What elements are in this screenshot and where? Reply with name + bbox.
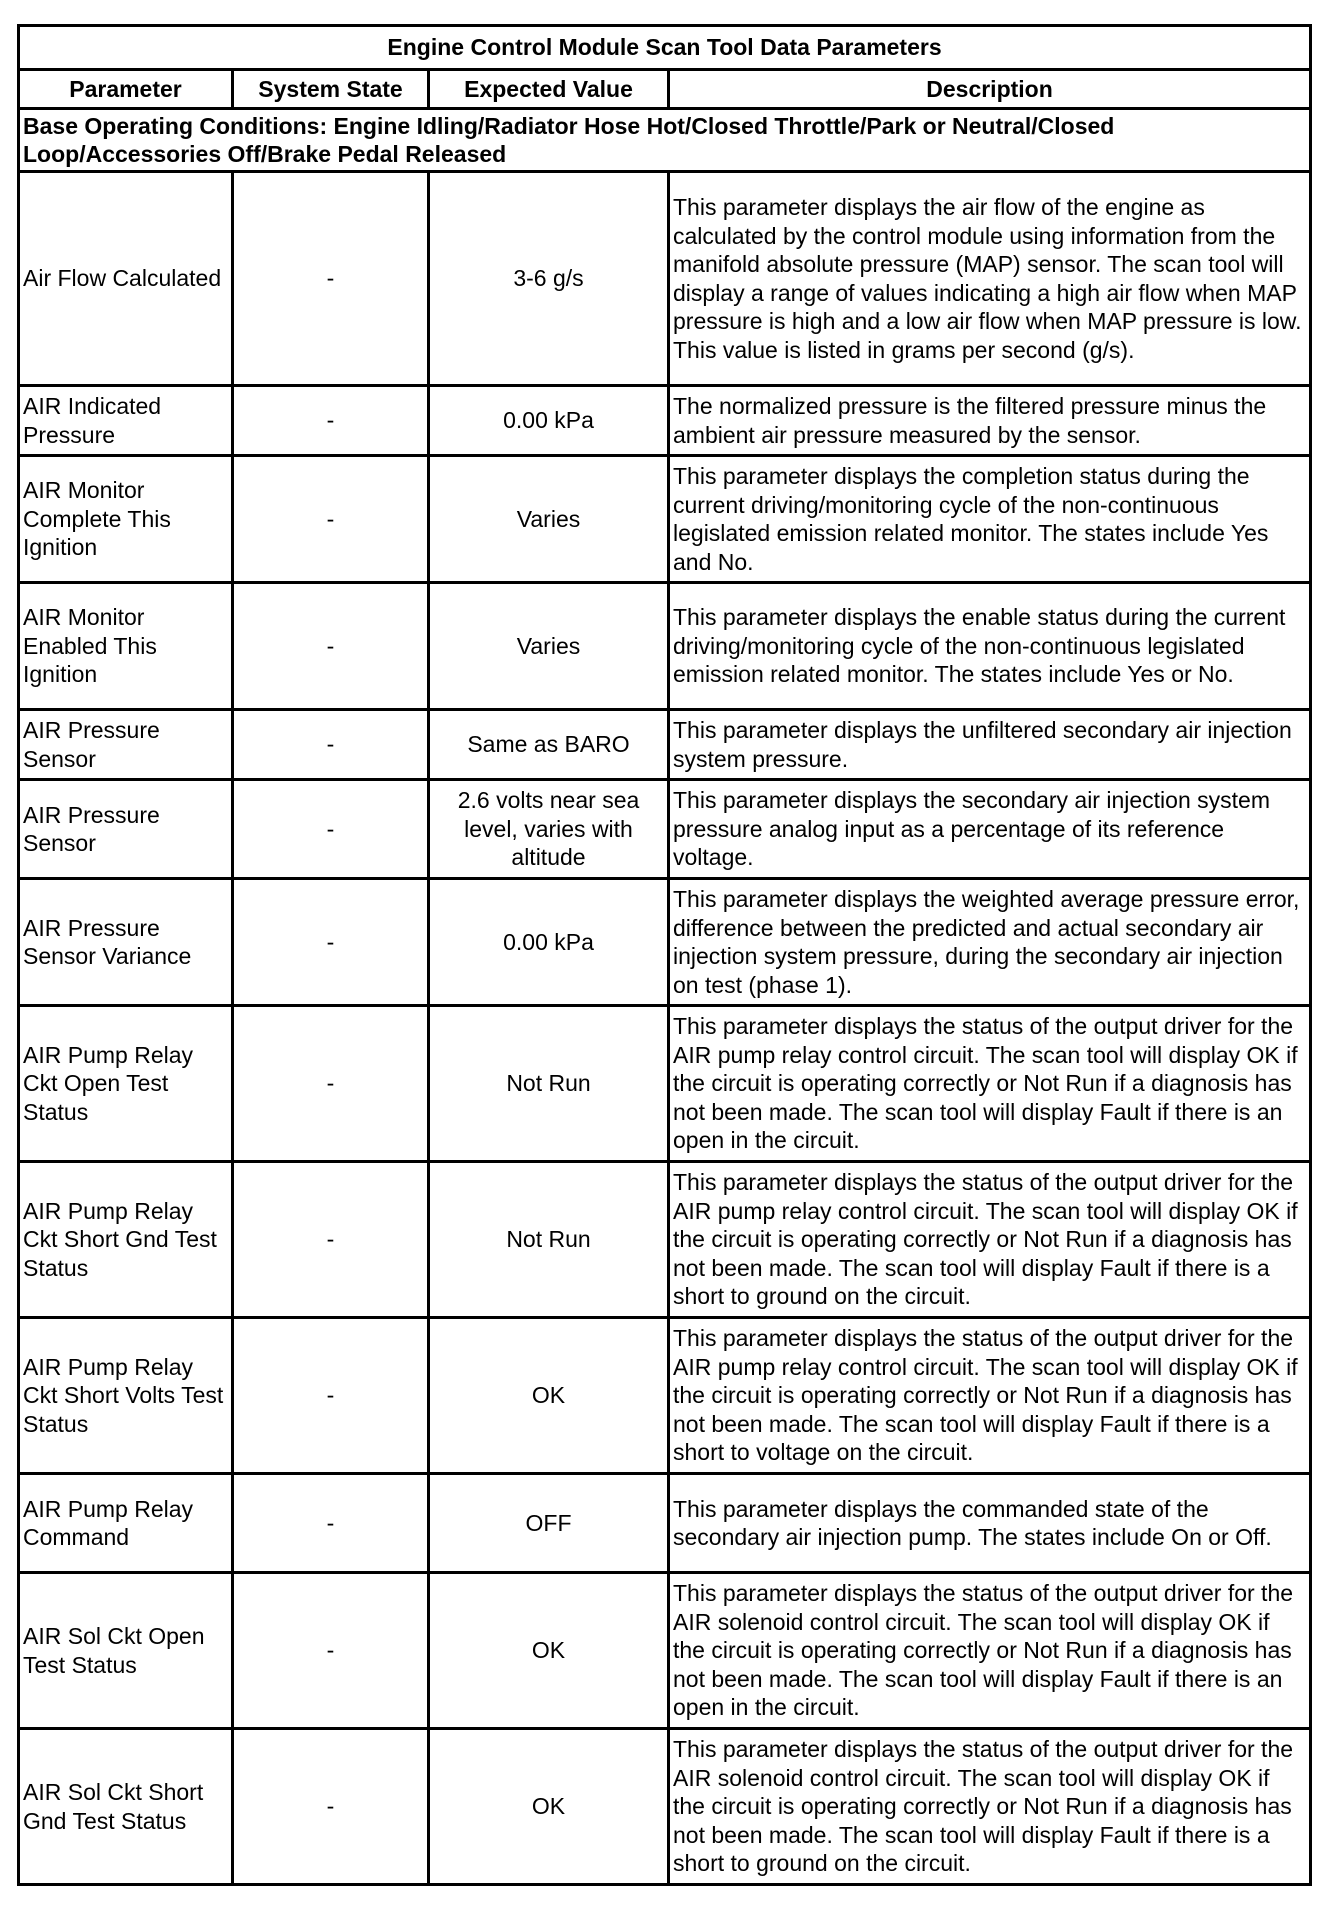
parameter-cell: AIR Pressure Sensor	[19, 710, 233, 780]
expected-value-cell: Not Run	[429, 1006, 669, 1162]
parameter-cell: AIR Pump Relay Ckt Short Volts Test Status	[19, 1318, 233, 1474]
table-row	[19, 1474, 1311, 1573]
expected-value-cell: Varies	[429, 456, 669, 583]
table-row	[19, 1573, 1311, 1729]
table-row	[19, 1006, 1311, 1162]
expected-value-cell: OK	[429, 1318, 669, 1474]
parameter-cell: Air Flow Calculated	[19, 172, 233, 386]
expected-value-cell: Varies	[429, 583, 669, 710]
expected-value-cell: 2.6 volts near sea level, varies with altitude	[429, 780, 669, 879]
system-state-cell: -	[233, 1318, 429, 1474]
system-state-cell: -	[233, 1162, 429, 1318]
description-cell: The normalized pressure is the filtered pressure minus the ambient air pressure measured by the sensor.	[669, 386, 1311, 456]
system-state-cell: -	[233, 710, 429, 780]
system-state-cell: -	[233, 386, 429, 456]
system-state-cell: -	[233, 583, 429, 710]
description-cell: This parameter displays the secondary air injection system pressure analog input as a percentage of its reference voltage.	[669, 780, 1311, 879]
table-row	[19, 172, 1311, 386]
parameter-cell: AIR Pump Relay Ckt Open Test Status	[19, 1006, 233, 1162]
system-state-cell: -	[233, 1573, 429, 1729]
parameter-cell: AIR Pump Relay Command	[19, 1474, 233, 1573]
description-cell: This parameter displays the air flow of the engine as calculated by the control module using information from the manifold absolute pressure (MAP) sensor. The scan tool will display a range of values indicating a high air flow when MAP pressure is high and a low air flow when MAP pressure is low. This value is listed in grams per second (g/s).	[669, 172, 1311, 386]
description-cell: This parameter displays the commanded state of the secondary air injection pump. The states include On or Off.	[669, 1474, 1311, 1573]
description-cell: This parameter displays the completion status during the current driving/monitoring cycle of the non-continuous legislated emission related monitor. The states include Yes and No.	[669, 456, 1311, 583]
parameter-cell: AIR Pump Relay Ckt Short Gnd Test Status	[19, 1162, 233, 1318]
system-state-cell: -	[233, 1729, 429, 1885]
description-cell: This parameter displays the status of the output driver for the AIR solenoid control circuit. The scan tool will display OK if the circuit is operating correctly or Not Run if a diagnosis has not been made. The scan tool will display Fault if there is a short to ground on the circuit.	[669, 1729, 1311, 1885]
description-cell: This parameter displays the weighted average pressure error, difference between the predicted and actual secondary air injection system pressure, during the secondary air injection on test (phase 1).	[669, 879, 1311, 1006]
description-cell: This parameter displays the status of the output driver for the AIR pump relay control circuit. The scan tool will display OK if the circuit is operating correctly or Not Run if a diagnosis has not been made. The scan tool will display Fault if there is a short to ground on the circuit.	[669, 1162, 1311, 1318]
parameter-cell: AIR Indicated Pressure	[19, 386, 233, 456]
table-row	[19, 456, 1311, 583]
description-cell: This parameter displays the status of the output driver for the AIR pump relay control circuit. The scan tool will display OK if the circuit is operating correctly or Not Run if a diagnosis has not been made. The scan tool will display Fault if there is an open in the circuit.	[669, 1006, 1311, 1162]
table-row	[19, 1729, 1311, 1885]
description-cell: This parameter displays the status of the output driver for the AIR solenoid control circuit. The scan tool will display OK if the circuit is operating correctly or Not Run if a diagnosis has not been made. The scan tool will display Fault if there is an open in the circuit.	[669, 1573, 1311, 1729]
system-state-cell: -	[233, 172, 429, 386]
system-state-cell: -	[233, 879, 429, 1006]
header-description: Description	[669, 70, 1311, 109]
expected-value-cell: 0.00 kPa	[429, 879, 669, 1006]
conditions-row	[19, 109, 1311, 172]
header-parameter: Parameter	[19, 70, 233, 109]
table-title: Engine Control Module Scan Tool Data Parameters	[19, 26, 1311, 70]
description-cell: This parameter displays the enable status during the current driving/monitoring cycle of the non-continuous legislated emission related monitor. The states include Yes or No.	[669, 583, 1311, 710]
header-expected-value: Expected Value	[429, 70, 669, 109]
description-cell: This parameter displays the unfiltered secondary air injection system pressure.	[669, 710, 1311, 780]
expected-value-cell: 3-6 g/s	[429, 172, 669, 386]
table-row	[19, 583, 1311, 710]
system-state-cell: -	[233, 1006, 429, 1162]
expected-value-cell: OK	[429, 1729, 669, 1885]
table-row	[19, 879, 1311, 1006]
expected-value-cell: OK	[429, 1573, 669, 1729]
header-row	[19, 70, 1311, 109]
table-row	[19, 710, 1311, 780]
parameter-cell: AIR Pressure Sensor Variance	[19, 879, 233, 1006]
parameter-cell: AIR Sol Ckt Open Test Status	[19, 1573, 233, 1729]
system-state-cell: -	[233, 456, 429, 583]
expected-value-cell: Not Run	[429, 1162, 669, 1318]
system-state-cell: -	[233, 1474, 429, 1573]
table-row	[19, 1162, 1311, 1318]
expected-value-cell: 0.00 kPa	[429, 386, 669, 456]
table-row	[19, 1318, 1311, 1474]
title-row	[19, 26, 1311, 70]
description-cell: This parameter displays the status of the output driver for the AIR pump relay control circuit. The scan tool will display OK if the circuit is operating correctly or Not Run if a diagnosis has not been made. The scan tool will display Fault if there is a short to voltage on the circuit.	[669, 1318, 1311, 1474]
scan-tool-data-table	[17, 24, 1312, 1886]
table-row	[19, 386, 1311, 456]
expected-value-cell: Same as BARO	[429, 710, 669, 780]
parameter-cell: AIR Monitor Enabled This Ignition	[19, 583, 233, 710]
table-row	[19, 780, 1311, 879]
expected-value-cell: OFF	[429, 1474, 669, 1573]
parameter-cell: AIR Monitor Complete This Ignition	[19, 456, 233, 583]
parameter-cell: AIR Pressure Sensor	[19, 780, 233, 879]
system-state-cell: -	[233, 780, 429, 879]
parameter-cell: AIR Sol Ckt Short Gnd Test Status	[19, 1729, 233, 1885]
base-operating-conditions: Base Operating Conditions: Engine Idling/Radiator Hose Hot/Closed Throttle/Park or Neutral/Closed Loop/Accessories Off/Brake Pedal Released	[19, 109, 1311, 172]
header-system-state: System State	[233, 70, 429, 109]
